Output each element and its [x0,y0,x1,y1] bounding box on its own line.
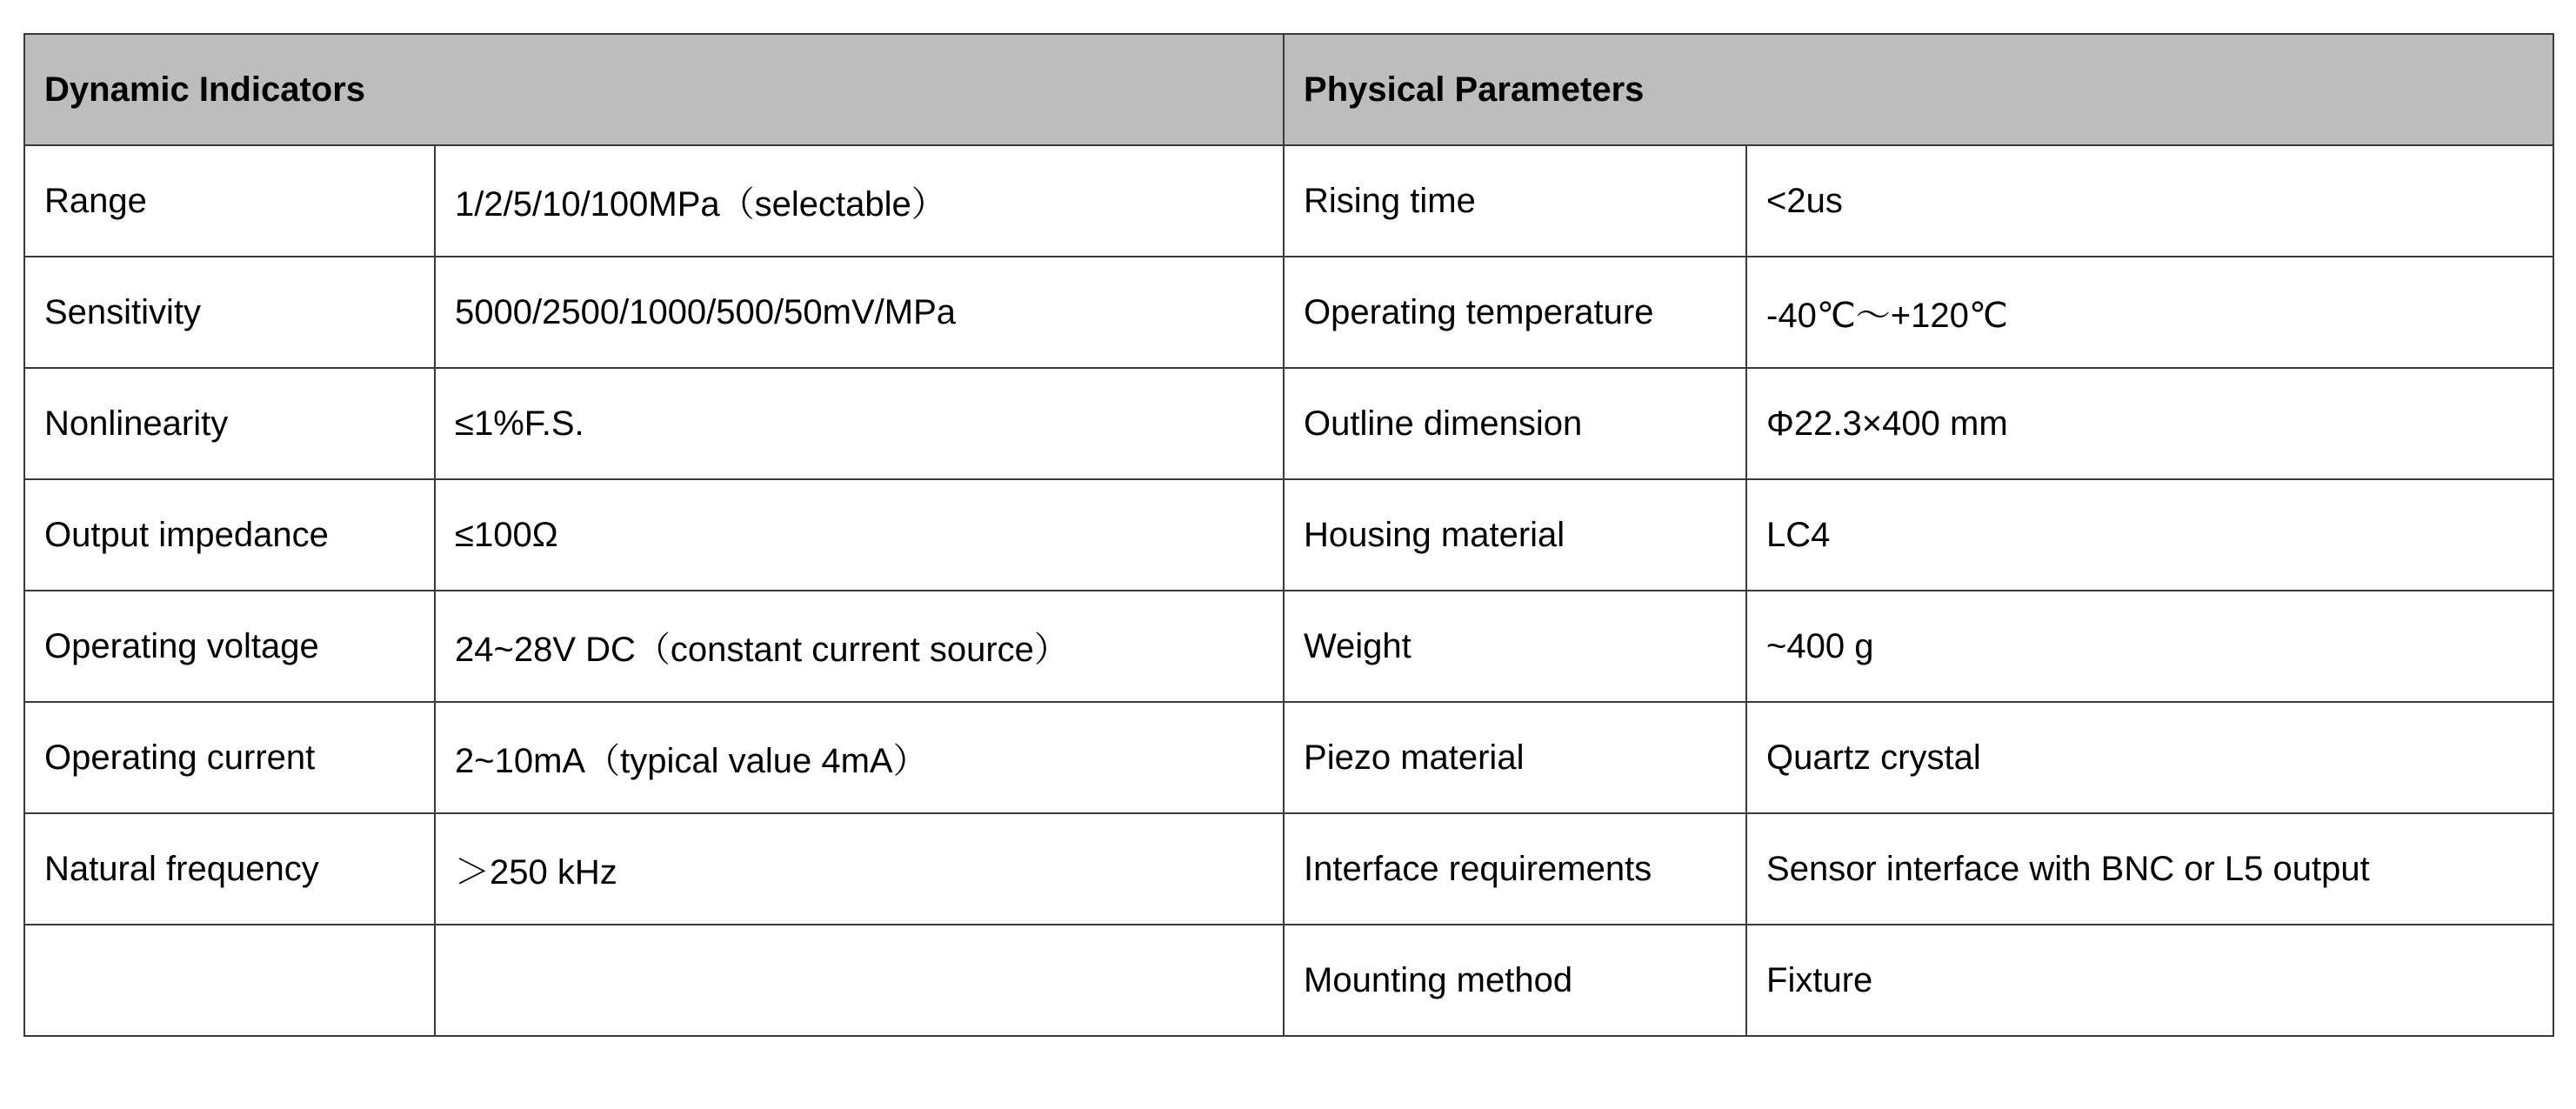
header-row [24,34,2553,145]
physical-value: -40℃～+120℃ [1746,257,2553,368]
dynamic-label [24,925,435,1036]
physical-value: <2us [1746,145,2553,257]
physical-value: Sensor interface with BNC or L5 output [1746,813,2553,925]
dynamic-value: 1/2/5/10/100MPa（selectable） [435,145,1284,257]
dynamic-value: 5000/2500/1000/500/50mV/MPa [435,257,1284,368]
dynamic-label: Output impedance [24,479,435,591]
physical-label: Housing material [1284,479,1746,591]
dynamic-value: 24~28V DC（constant current source） [435,591,1284,702]
table-row [24,368,2553,479]
physical-value: LC4 [1746,479,2553,591]
dynamic-value: ≤1%F.S. [435,368,1284,479]
dynamic-value [435,925,1284,1036]
physical-label: Piezo material [1284,702,1746,813]
physical-label: Mounting method [1284,925,1746,1036]
table-row [24,479,2553,591]
physical-label: Interface requirements [1284,813,1746,925]
dynamic-label: Range [24,145,435,257]
physical-label: Outline dimension [1284,368,1746,479]
dynamic-label: Operating current [24,702,435,813]
table-row [24,925,2553,1036]
table-row [24,257,2553,368]
dynamic-value: ＞250 kHz [435,813,1284,925]
table-row [24,813,2553,925]
physical-parameters-header: Physical Parameters [1284,34,2553,145]
dynamic-label: Natural frequency [24,813,435,925]
physical-value: Fixture [1746,925,2553,1036]
physical-label: Operating temperature [1284,257,1746,368]
dynamic-value: ≤100Ω [435,479,1284,591]
physical-value: ~400 g [1746,591,2553,702]
physical-label: Rising time [1284,145,1746,257]
spec-table [23,33,2554,1037]
table-row [24,145,2553,257]
dynamic-value: 2~10mA（typical value 4mA） [435,702,1284,813]
physical-label: Weight [1284,591,1746,702]
table-row [24,702,2553,813]
table-row [24,591,2553,702]
dynamic-label: Operating voltage [24,591,435,702]
dynamic-label: Sensitivity [24,257,435,368]
dynamic-indicators-header: Dynamic Indicators [24,34,1284,145]
dynamic-label: Nonlinearity [24,368,435,479]
physical-value: Quartz crystal [1746,702,2553,813]
physical-value: Φ22.3×400 mm [1746,368,2553,479]
